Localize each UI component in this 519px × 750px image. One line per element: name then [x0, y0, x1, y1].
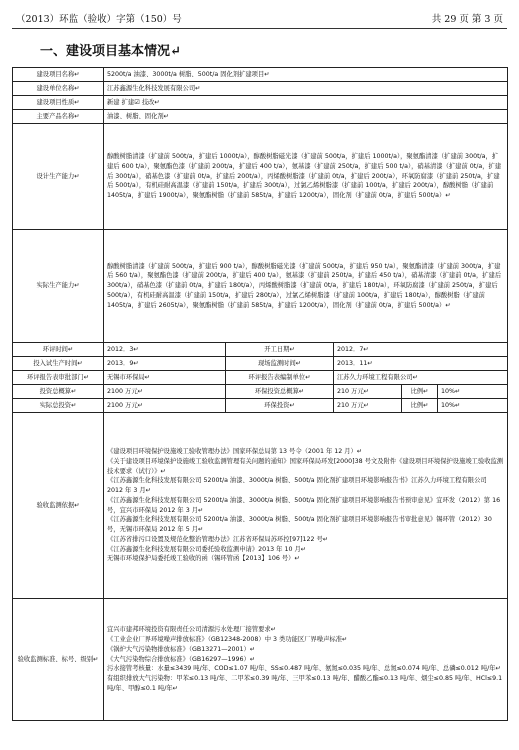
- basis-item: 《江苏鑫源生化科技发展有限公司 5200t/a 油漆、3000t/a 树脂、500t/a 固化剂扩建项目环境影响报告书预审意见》宜环发（2012）第 16 号，宜兴市环保局 2012 年 3 月↵: [107, 496, 501, 514]
- table-row: [13, 371, 508, 385]
- header-rule: [12, 28, 507, 29]
- design-capacity-value: 醇酸树脂清漆（扩建前 500t/a，扩建后 1000t/a），醇酸树脂磁光漆（扩建前 500t/a，扩建后 1000t/a），聚氨酯清漆（扩建前 300t/a，扩建后 600 t/a），聚氨酯色漆（扩建前 200t/a，扩建后 400 t/a），氨基漆（扩建前 250t/a，扩建后 500 t/a），硝基清漆（扩建前 0t/a，扩建后 300t/a），硝基色漆（扩建前 0t/a，扩建后 200t/a），丙烯酸树脂漆（扩建前 0t/a，扩建后 200t/a），环氧防腐漆（扩建前 250t/a，扩建后 500t/a），有机硅耐高温漆（扩建前 150t/a，扩建后 300t/a），过氯乙烯树脂漆（扩建前 100t/a，扩建后 200t/a），醇酸树脂（扩建前 1405t/a，扩建后 1900t/a），聚氨酯树脂（扩建前 585t/a，扩建后 1200t/a），固化剂（扩建前 0t/a，扩建后 500t/a）↵: [104, 124, 508, 230]
- basis-item: 《江苏鑫源生化科技发展有限公司委托验收监测申请》2013 年 10 月↵: [107, 545, 307, 553]
- table-row: [13, 96, 508, 110]
- actual-investment-value: 2100 万元↵: [104, 399, 226, 413]
- project-nature-value: 新建 扩建☑ 技改↵: [104, 96, 508, 110]
- standard-item: 污水接管考核量：水量≤3439 吨/年、COD≤1.07 吨/年、SS≤0.487 吨/年、氨氮≤0.035 吨/年、总氮≤0.074 吨/年、总磷≤0.012 吨/年↵: [107, 665, 501, 673]
- products-value: 油漆、树脂、固化剂↵: [104, 110, 508, 124]
- total-budget-value: 2100 万元↵: [104, 385, 226, 399]
- env-budget-value: 210 万元↵: [334, 385, 402, 399]
- approval-dept-label: 环评报告表审批部门↵: [13, 371, 104, 385]
- actual-investment-label: 实际总投资↵: [13, 399, 104, 413]
- standard-item: 宜兴市建邦环境投资有限责任公司清源污水处理厂接管要求↵: [107, 626, 276, 634]
- basis-item: 《江苏鑫源生化科技发展有限公司 5200t/a 油漆、3000t/a 树脂、500t/a 固化剂扩建项目环境影响报告书审批意见》锡环管（2012）30 号，无锡市环保局 2012 年 5 月↵: [107, 516, 492, 533]
- standard-item: 有组织排放大气污染物：甲苯≤0.13 吨/年、二甲苯≤0.39 吨/年、三甲苯≤0.13 吨/年、醋酸乙酯≤0.13 吨/年、烟尘≤0.85 吨/年、HCl≤9.1 吨/年、甲醇≤0.1 吨/年↵: [107, 675, 503, 692]
- unit-name-value: 江苏鑫源生化科技发展有限公司↵: [104, 82, 508, 96]
- basis-item: 《江苏鑫源生化科技发展有限公司 5200t/a 油漆、3000t/a 树脂、500t/a 固化剂扩建项目环境影响报告书》江苏久力环境工程有限公司 2012 年 3 月↵: [107, 477, 487, 494]
- env-investment-value: 210 万元↵: [334, 399, 402, 413]
- budget-ratio-value: 10%↵: [438, 385, 508, 399]
- actual-capacity-label: 实际生产能力↵: [13, 230, 104, 343]
- investment-ratio-label: 比例↵: [402, 399, 438, 413]
- document-number: （2013）环监（验收）字第（150）号: [16, 14, 182, 25]
- basis-list: [104, 413, 508, 599]
- budget-ratio-label: 比例↵: [402, 385, 438, 399]
- approval-dept-value: 无锡市环保局↵: [104, 371, 226, 385]
- project-name-value: 5200t/a 油漆、3000t/a 树脂、500t/a 固化剂扩建项目↵: [104, 68, 508, 82]
- trial-time-label: 投入试生产时间↵: [13, 357, 104, 371]
- table-row: [13, 599, 508, 721]
- section-title: 一、建设项目基本情况↵: [40, 44, 181, 59]
- table-row: [13, 230, 508, 343]
- table-row: [13, 110, 508, 124]
- standards-list: [104, 599, 508, 721]
- monitoring-time-value: 2013．11↵: [334, 357, 508, 371]
- table-row: [13, 357, 508, 371]
- env-investment-label: 环保投资↵: [226, 399, 334, 413]
- eia-time-label: 环评时间↵: [13, 343, 104, 357]
- eia-time-value: 2012．3↵: [104, 343, 226, 357]
- table-row: [13, 385, 508, 399]
- env-budget-label: 环保投资总概算↵: [226, 385, 334, 399]
- report-compiler-label: 环评报告表编制单位↵: [226, 371, 334, 385]
- table-row: [13, 343, 508, 357]
- actual-capacity-value: 醇酸树脂清漆（扩建前 500t/a，扩建后 900 t/a），醇酸树脂磁光漆（扩建前 500t/a，扩建后 950 t/a），聚氨酯清漆（扩建前 300t/a，扩建后 560 t/a），聚氨酯色漆（扩建前 200t/a，扩建后 400 t/a），氨基漆（扩建前 250t/a，扩建后 450 t/a），硝基清漆（扩建前 0t/a，扩建后 300t/a），硝基色漆（扩建前 0t/a，扩建后 180t/a），丙烯酸树脂漆（扩建前 0t/a，扩建后 180t/a），环氧防腐漆（扩建前 250t/a，扩建后 500t/a），有机硅耐高温漆（扩建前 150t/a，扩建后 280t/a），过氯乙烯树脂漆（扩建前 100t/a，扩建后 180t/a），醇酸树脂（扩建前 1405t/a，扩建后 2605t/a），聚氨酯树脂（扩建前 585t/a，扩建后 1200t/a），固化剂（扩建前 0t/a，扩建后 500t/a）↵: [104, 230, 508, 343]
- standards-label: 验收监测标准、标号、级别↵: [13, 599, 104, 721]
- project-name-label: 建设项目名称↵: [13, 68, 104, 82]
- page-indicator: 共 29 页 第 3 页: [431, 14, 503, 25]
- design-capacity-label: 设计生产能力↵: [13, 124, 104, 230]
- basis-label: 验收监测依据↵: [13, 413, 104, 599]
- standard-item: 《工业企业厂界环境噪声排放标准》（GB12348-2008）中 3 类功能区厂界噪声标准↵: [107, 636, 348, 644]
- table-row: [13, 124, 508, 230]
- project-nature-label: 建设项目性质↵: [13, 96, 104, 110]
- basis-item: 《江苏省排污口设置及规范化整治管理办法》江苏省环保局苏环控[97]122 号↵: [107, 535, 329, 543]
- page-header: [16, 8, 503, 28]
- unit-name-label: 建设单位名称↵: [13, 82, 104, 96]
- table-row: [13, 82, 508, 96]
- start-date-value: 2012．7↵: [334, 343, 508, 357]
- table-row: [13, 413, 508, 599]
- products-label: 主要产品名称↵: [13, 110, 104, 124]
- trial-time-value: 2013．9↵: [104, 357, 226, 371]
- standard-item: 《大气污染物综合排放标准》（GB16297—1996）↵: [107, 655, 256, 663]
- basis-item: 无锡市环境保护局委托竣工验收的函（锡环管函【2013】106 号）↵: [107, 555, 300, 563]
- investment-ratio-value: 10%↵: [438, 399, 508, 413]
- basis-item: 《建设项目环境保护设施竣工验收管理办法》国家环保总局第 13 号令（2001 年 12 月）↵: [107, 448, 363, 455]
- start-date-label: 开工日期↵: [226, 343, 334, 357]
- table-row: [13, 68, 508, 82]
- standard-item: 《锅炉大气污染物排放标准》（GB13271—2001）↵: [107, 645, 256, 653]
- monitoring-time-label: 现场监测时间↵: [226, 357, 334, 371]
- total-budget-label: 投资总概算↵: [13, 385, 104, 399]
- project-info-table: [12, 67, 508, 721]
- report-compiler-value: 江苏久力环境工程有限公司↵: [334, 371, 508, 385]
- table-row: [13, 399, 508, 413]
- basis-item: 《关于建设项目环境保护设施竣工验收监测管理有关问题的通知》国家环保局环发[2000]38 号文及附件《建设项目环境保护设施竣工验收监测技术要求（试行）》↵: [107, 457, 504, 475]
